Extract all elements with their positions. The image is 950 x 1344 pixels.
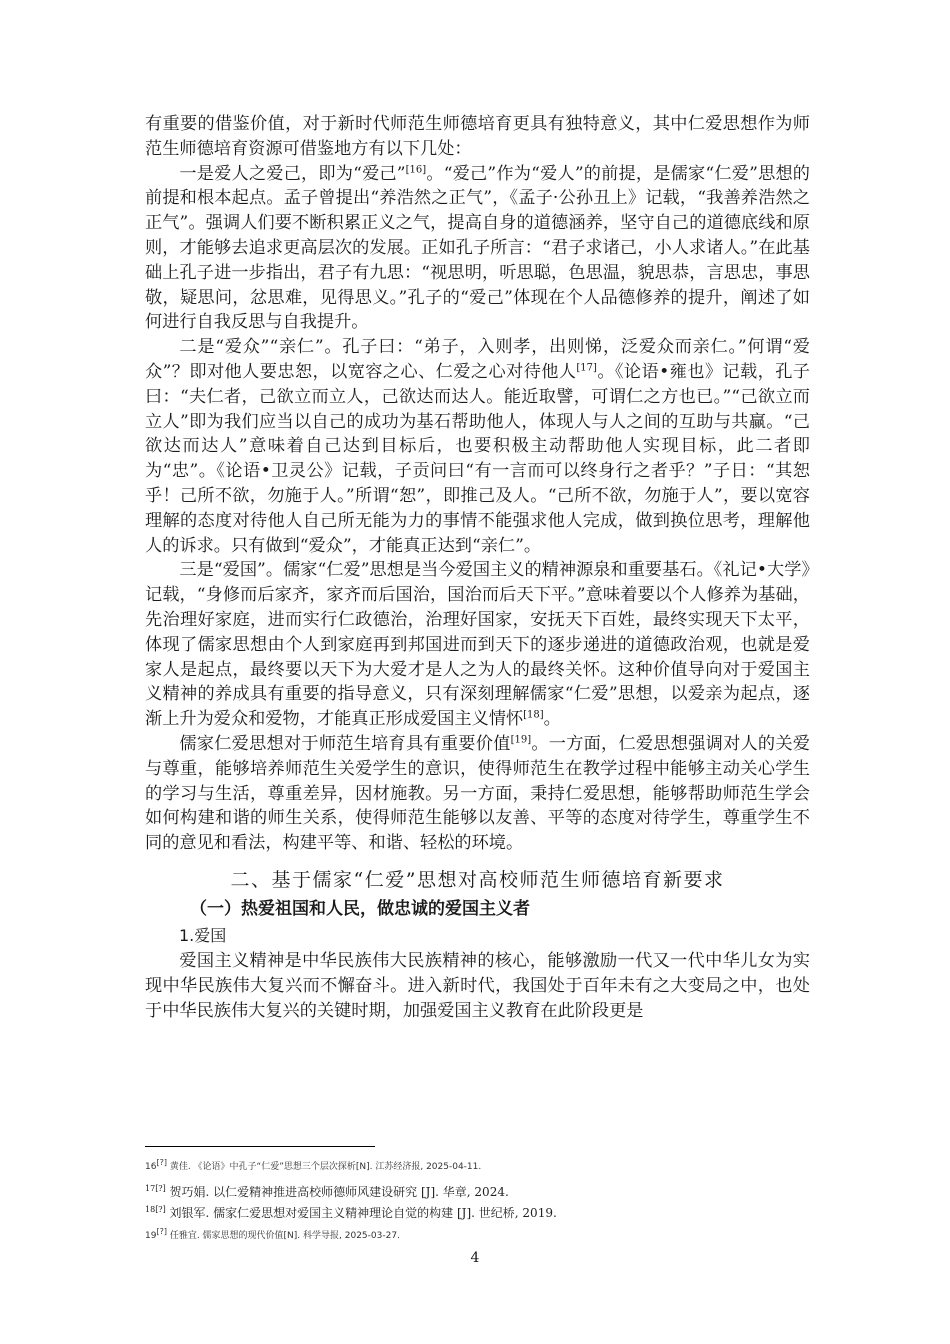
footnote-mark: [?] xyxy=(156,1227,167,1236)
paragraph-text: 。《论语•雍也》记载，孔子曰：“夫仁者，己欲立而立人，己欲达而达人。能近取譬，可谓仁之方也已。”“己欲立而立人”即为我们应当以自己的成功为基石帮助他人，体现人与人之间的互助与共赢。“己欲达而达人”意味着自己达到目标后，也要积极主动帮助他人实现目标，此二者即为“忠”。《论语•卫灵公》记载，子贡问曰“有一言而可以终身行之者乎？”子日：“其恕乎！己所不欲，勿施于人。”所谓“恕”，即推己及人。“己所不欲，勿施于人”，要以宽容理解的态度对待他人自己所无能为力的事情不能强求他人完成，做到换位思考，理解他人的诉求。只有做到“爱众”，才能真正达到“亲仁”。 xyxy=(145,361,810,556)
paragraph-text: 二是“爱众”“亲仁”。孔子曰：“弟子，入则孝，出则悌，泛爱众而亲仁。”何谓“爱众”？即对他人要忠恕，以宽容之心、仁爱之心对待他人 xyxy=(145,337,810,382)
footnotes xyxy=(145,1152,810,1250)
paragraph-text: 。 xyxy=(543,709,561,730)
citation-19[interactable]: [19] xyxy=(510,734,532,746)
footnote-19 xyxy=(145,1224,810,1244)
footnote-mark: [?] xyxy=(155,1205,166,1214)
footnote-number: 17 xyxy=(145,1184,156,1193)
paragraph-ai-guo xyxy=(145,558,810,732)
footnote-17 xyxy=(145,1181,810,1200)
subsection-heading: （一）热爱祖国和人民，做忠诚的爱国主义者 xyxy=(190,898,530,919)
paragraph-ai-ji xyxy=(145,162,810,336)
paragraph-text: 一是爱人之爱己，即为“爱己” xyxy=(179,163,406,184)
paragraph-ai-zhong xyxy=(145,335,810,558)
citation-17[interactable]: [17] xyxy=(576,362,597,374)
citation-18[interactable]: [18] xyxy=(523,709,544,721)
item-heading: 1.爱国 xyxy=(179,925,227,945)
paragraph-patriotism xyxy=(145,949,810,1023)
citation-16[interactable]: [16] xyxy=(405,163,427,175)
footnote-number: 18 xyxy=(145,1205,156,1214)
footnote-text: 刘银军. 儒家仁爱思想对爱国主义精神理论自觉的构建 [J]. 世纪桥, 2019. xyxy=(169,1206,557,1220)
footnote-number: 16 xyxy=(145,1162,157,1172)
footnote-text: 任雅宜. 儒家思想的现代价值[N]. 科学导报, 2025-03-27. xyxy=(169,1231,400,1241)
paragraph-value xyxy=(145,732,810,856)
page-number: 4 xyxy=(470,1250,480,1266)
footnote-divider xyxy=(145,1146,375,1147)
footnote-16 xyxy=(145,1155,810,1175)
footnote-18 xyxy=(145,1202,810,1221)
footnote-mark: [?] xyxy=(155,1184,166,1193)
paragraph-text: 儒家仁爱思想对于师范生培育具有重要价值 xyxy=(179,733,511,754)
paragraph-text: 。“爱己”作为“爱人”的前提，是儒家“仁爱”思想的前提和根本起点。孟子曾提出“养浩然之正气”，《孟子·公孙丑上》记载，“我善养浩然之正气”。强调人们要不断积累正义之气，提高自身的道德涵养，坚守自己的道德底线和原则，才能够去追求更高层次的发展。正如孔子所言：“君子求诸己，小人求诸人。”在此基础上孔子进一步指出，君子有九思：“视思明，听思聪，色思温，貌思恭，言思忠，事思敬，疑思问，忿思难，见得思义。”孔子的“爱己”体现在个人品德修养的提升，阐述了如何进行自我反思与自我提升。 xyxy=(145,163,811,333)
paragraph-text: 有重要的借鉴价值，对于新时代师范生师德培育更具有独特意义，其中仁爱思想作为师范生师德培育资源可借鉴地方有以下几处： xyxy=(145,114,810,159)
section-heading: 二、基于儒家“仁爱”思想对高校师范生师德培育新要求 xyxy=(230,868,725,891)
paragraph-text: 三是“爱国”。儒家“仁爱”思想是当今爱国主义的精神源泉和重要基石。《礼记•大学》记载，“身修而后家齐，家齐而后国治，国治而后天下平。”意味着要以个人修养为基础，先治理好家庭，进而实行仁政德治，治理好国家，安抚天下百姓，最终实现天下太平，体现了儒家思想由个人到家庭再到邦国进而到天下的逐步递进的道德政治观，也就是爱家人是起点，最终要以天下为大爱才是人之为人的最终关怀。这种价值导向对于爱国主义精神的养成具有重要的指导意义，只有深刻理解儒家“仁爱”思想，以爱亲为起点，逐渐上升为爱众和爱物，才能真正形成爱国主义情怀 xyxy=(145,560,810,730)
footnote-mark: [?] xyxy=(156,1158,167,1167)
footnote-text: 黄佳. 《论语》中孔子“仁爱”思想三个层次探析[N]. 江苏经济报, 2025-04-11. xyxy=(169,1162,482,1172)
paragraph-continuation xyxy=(145,112,810,162)
footnote-text: 贺巧娟. 以仁爱精神推进高校师德师风建设研究 [J]. 华章, 2024. xyxy=(169,1185,509,1199)
paragraph-text: 爱国主义精神是中华民族伟大民族精神的核心，能够激励一代又一代中华儿女为实现中华民族伟大复兴而不懈奋斗。进入新时代，我国处于百年未有之大变局之中，也处于中华民族伟大复兴的关键时期，加强爱国主义教育在此阶段更是 xyxy=(145,950,810,1021)
footnote-number: 19 xyxy=(145,1231,157,1241)
paragraph-text: 。一方面，仁爱思想强调对人的关爱与尊重，能够培养师范生关爱学生的意识，使得师范生在教学过程中能够主动关心学生的学习与生活，尊重差异，因材施教。另一方面，秉持仁爱思想，能够帮助师范生学会如何构建和谐的师生关系，使得师范生能够以友善、平等的态度对待学生，尊重学生不同的意见和看法，构建平等、和谐、轻松的环境。 xyxy=(145,733,810,854)
page-body xyxy=(145,112,810,1023)
